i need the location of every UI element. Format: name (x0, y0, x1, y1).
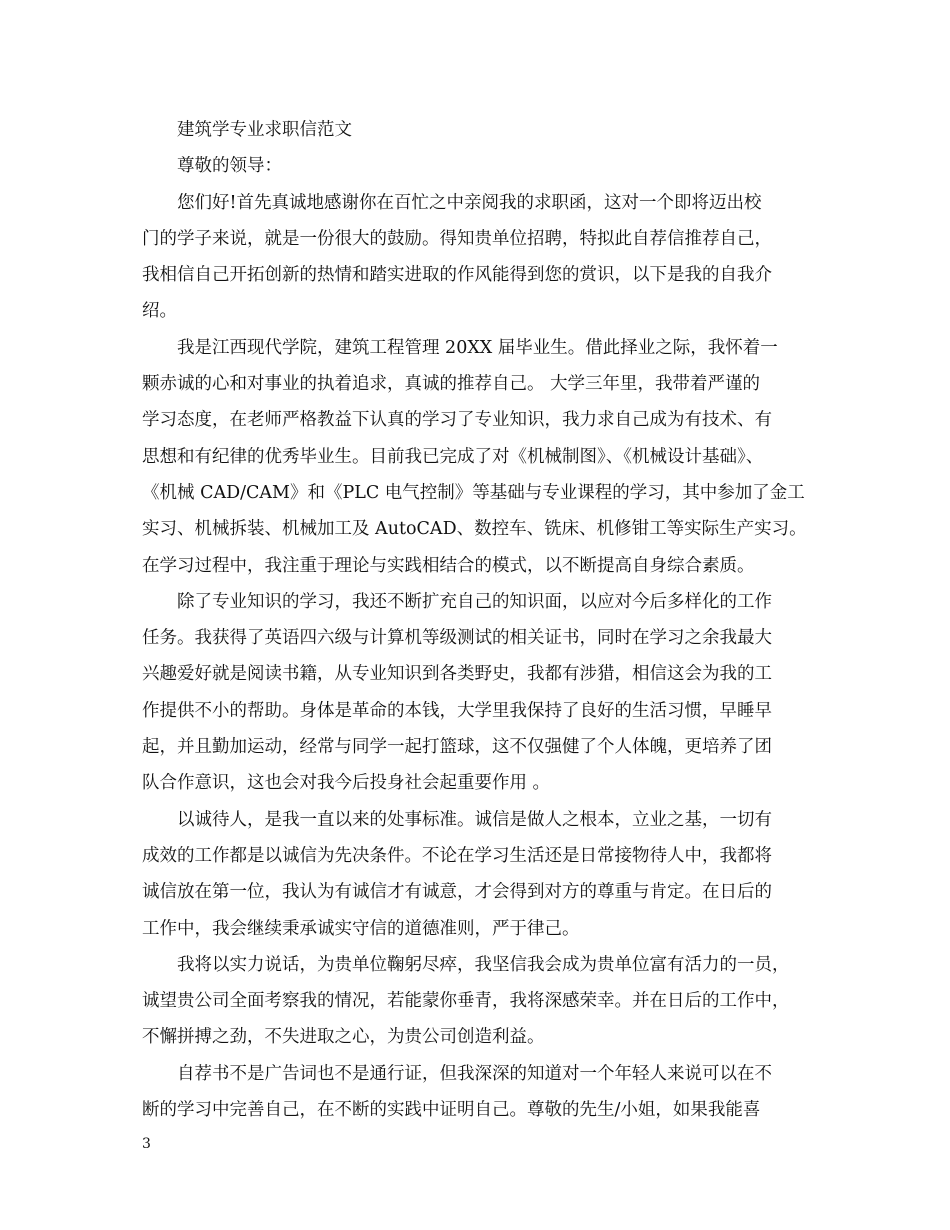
text-line: 诚信放在第一位，我认为有诚信才有诚意，才会得到对方的尊重与肯定。在日后的 (142, 882, 772, 903)
text-line: 诚望贵公司全面考察我的情况，若能蒙你垂青，我将深感荣幸。并在日后的工作中， (142, 991, 790, 1012)
text-line: 学习态度，在老师严格教益下认真的学习了专业知识，我力求自己成为有技术、有 (142, 410, 772, 431)
text-line: 作提供不小的帮助。身体是革命的本钱，大学里我保持了良好的生活习惯，早睡早 (142, 700, 772, 721)
text-line: 门的学子来说，就是一份很大的鼓励。得知贵单位招聘，特拟此自荐信推荐自己， (142, 228, 772, 249)
text-line: 除了专业知识的学习，我还不断扩充自己的知识面，以应对今后多样化的工作 (177, 591, 772, 612)
text-line: 颗赤诚的心和对事业的执着追求，真诚的推荐自己。 大学三年里，我带着严谨的 (142, 374, 761, 395)
letter-body (142, 112, 822, 1128)
text-line: 我相信自己开拓创新的热情和踏实进取的作风能得到您的赏识，以下是我的自我介 (142, 265, 772, 286)
text-line: 不懈拼搏之劲，不失进取之心，为贵公司创造利益。 (142, 1027, 545, 1048)
text-line: 成效的工作都是以诚信为先决条件。不论在学习生活还是日常接物待人中，我都将 (142, 845, 772, 866)
salutation: 尊敬的领导： (177, 156, 282, 177)
text-line: 在学习过程中，我注重于理论与实践相结合的模式，以不断提高自身综合素质。 (142, 555, 755, 576)
text-line: 我将以实力说话，为贵单位鞠躬尽瘁，我坚信我会成为贵单位富有活力的一员， (177, 954, 790, 975)
text-line: 队合作意识，这也会对我今后投身社会起重要作用 。 (142, 773, 551, 794)
text-line: 自荐书不是广告词也不是通行证，但我深深的知道对一个年轻人来说可以在不 (177, 1063, 772, 1084)
text-line: 实习、机械拆装、机械加工及 AutoCAD、数控车、铣床、机修钳工等实际生产实习。 (142, 519, 807, 540)
text-line: 以诚待人，是我一直以来的处事标准。诚信是做人之根本，立业之基，一切有 (177, 809, 772, 830)
text-line: 思想和有纪律的优秀毕业生。目前我已完成了对《机械制图》、《机械设计基础》、 (142, 446, 764, 467)
text-line: 兴趣爱好就是阅读书籍，从专业知识到各类野史，我都有涉猎，相信这会为我的工 (142, 664, 772, 685)
text-line: 《机械 CAD/CAM》和《PLC 电气控制》等基础与专业课程的学习，其中参加了金工 (142, 482, 805, 503)
text-line: 我是江西现代学院，建筑工程管理 20XX 届毕业生。借此择业之际，我怀着一 (177, 337, 778, 358)
text-line: 工作中，我会继续秉承诚实守信的道德准则，严于律己。 (142, 918, 580, 939)
document-title: 建筑学专业求职信范文 (177, 120, 352, 140)
text-line: 起，并且勤加运动，经常与同学一起打篮球，这不仅强健了个人体魄，更培养了团 (142, 737, 772, 758)
text-line: 断的学习中完善自己，在不断的实践中证明自己。尊敬的先生/小姐，如果我能喜 (142, 1100, 761, 1121)
page-number: 3 (142, 1136, 151, 1152)
text-line: 任务。我获得了英语四六级与计算机等级测试的相关证书，同时在学习之余我最大 (142, 628, 772, 649)
text-line: 绍。 (142, 301, 177, 322)
text-line: 您们好!首先真诚地感谢你在百忙之中亲阅我的求职函，这对一个即将迈出校 (177, 192, 762, 213)
